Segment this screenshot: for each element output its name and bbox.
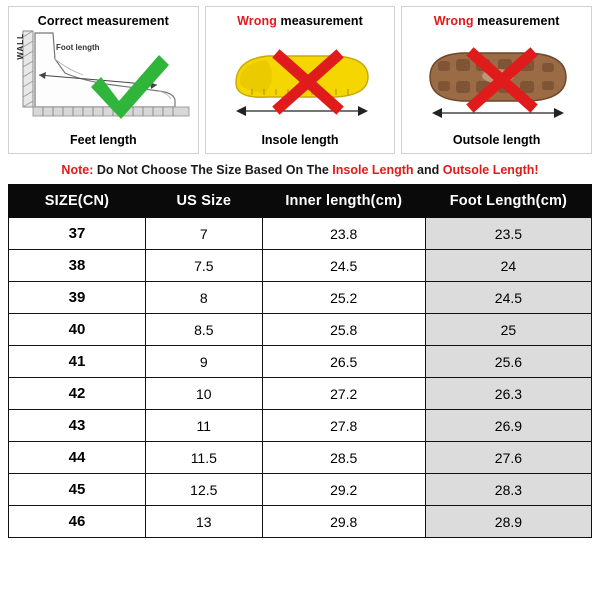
cell-inner-length: 25.8 [262, 314, 425, 346]
cell-size-cn: 41 [9, 346, 146, 378]
table-row [9, 218, 592, 250]
cell-size-cn: 38 [9, 250, 146, 282]
diagram-art-insole [206, 29, 395, 129]
diagram-art-foot [9, 29, 198, 129]
diagram-wrong-insole [205, 6, 396, 154]
measurement-diagrams [0, 0, 600, 154]
table-row [9, 474, 592, 506]
size-table-wrap [0, 184, 600, 538]
cell-size-cn: 43 [9, 410, 146, 442]
table-row [9, 282, 592, 314]
table-row [9, 314, 592, 346]
outsole-illustration [402, 29, 590, 129]
cell-inner-length: 29.2 [262, 474, 425, 506]
cell-inner-length: 29.8 [262, 506, 425, 538]
note-text-2: and [413, 163, 443, 177]
cell-us-size: 11.5 [146, 442, 263, 474]
measurement-word: measurement [276, 14, 363, 28]
cell-size-cn: 45 [9, 474, 146, 506]
wall-label: WALL [16, 33, 25, 60]
table-row [9, 250, 592, 282]
cell-us-size: 7.5 [146, 250, 263, 282]
column-header-size-cn: SIZE(CN) [9, 185, 146, 218]
cell-us-size: 12.5 [146, 474, 263, 506]
cell-foot-length: 27.6 [425, 442, 591, 474]
cell-us-size: 8.5 [146, 314, 263, 346]
table-header-row [9, 185, 592, 218]
diagram-title-wrong-insole [206, 7, 395, 28]
cell-inner-length: 27.8 [262, 410, 425, 442]
cell-inner-length: 28.5 [262, 442, 425, 474]
cell-us-size: 10 [146, 378, 263, 410]
cell-foot-length: 25.6 [425, 346, 591, 378]
cell-foot-length: 26.9 [425, 410, 591, 442]
cell-size-cn: 37 [9, 218, 146, 250]
diagram-caption-feet-length: Feet length [70, 133, 137, 147]
cell-size-cn: 46 [9, 506, 146, 538]
column-header-foot-length: Foot Length(cm) [425, 185, 591, 218]
cell-inner-length: 23.8 [262, 218, 425, 250]
cell-us-size: 11 [146, 410, 263, 442]
cell-us-size: 9 [146, 346, 263, 378]
diagram-title-wrong-outsole [402, 7, 591, 28]
cell-inner-length: 27.2 [262, 378, 425, 410]
cell-size-cn: 39 [9, 282, 146, 314]
table-row [9, 410, 592, 442]
diagram-wrong-outsole [401, 6, 592, 154]
cell-foot-length: 26.3 [425, 378, 591, 410]
cell-foot-length: 28.3 [425, 474, 591, 506]
column-header-inner-length: Inner length(cm) [262, 185, 425, 218]
wrong-word: Wrong [237, 14, 277, 28]
wrong-word: Wrong [433, 14, 474, 28]
cell-us-size: 8 [146, 282, 263, 314]
cell-foot-length: 23.5 [425, 218, 591, 250]
table-row [9, 506, 592, 538]
diagram-title-text: Correct measurement [37, 14, 169, 28]
note-highlight-outsole: Outsole Length [442, 163, 535, 177]
note-lead: Note: [61, 163, 97, 177]
size-table-body [9, 218, 592, 538]
cell-foot-length: 25 [425, 314, 591, 346]
cell-size-cn: 42 [9, 378, 146, 410]
size-note [0, 154, 600, 184]
cell-us-size: 7 [146, 218, 263, 250]
diagram-title-correct [9, 7, 198, 28]
cell-foot-length: 24.5 [425, 282, 591, 314]
diagram-correct-measurement [8, 6, 199, 154]
size-table-head [9, 185, 592, 218]
cell-inner-length: 26.5 [262, 346, 425, 378]
diagram-caption-insole-length: Insole length [261, 133, 339, 147]
measurement-word: measurement [473, 14, 560, 28]
cell-inner-length: 24.5 [262, 250, 425, 282]
cell-inner-length: 25.2 [262, 282, 425, 314]
table-row [9, 346, 592, 378]
insole-illustration [206, 29, 394, 129]
column-header-us-size: US Size [146, 185, 263, 218]
size-table [8, 184, 592, 538]
cell-foot-length: 24 [425, 250, 591, 282]
diagram-art-outsole [402, 29, 591, 129]
cell-size-cn: 44 [9, 442, 146, 474]
cell-foot-length: 28.9 [425, 506, 591, 538]
note-highlight-insole: Insole Length [332, 163, 414, 177]
note-text-1: Do Not Choose The Size Based On The [96, 163, 333, 177]
table-row [9, 442, 592, 474]
diagram-caption-outsole-length: Outsole length [452, 133, 541, 147]
cell-size-cn: 40 [9, 314, 146, 346]
note-text-3: ! [534, 163, 539, 177]
cell-us-size: 13 [146, 506, 263, 538]
foot-length-label: Foot length [56, 43, 100, 52]
table-row [9, 378, 592, 410]
foot-measure-illustration [9, 29, 197, 129]
